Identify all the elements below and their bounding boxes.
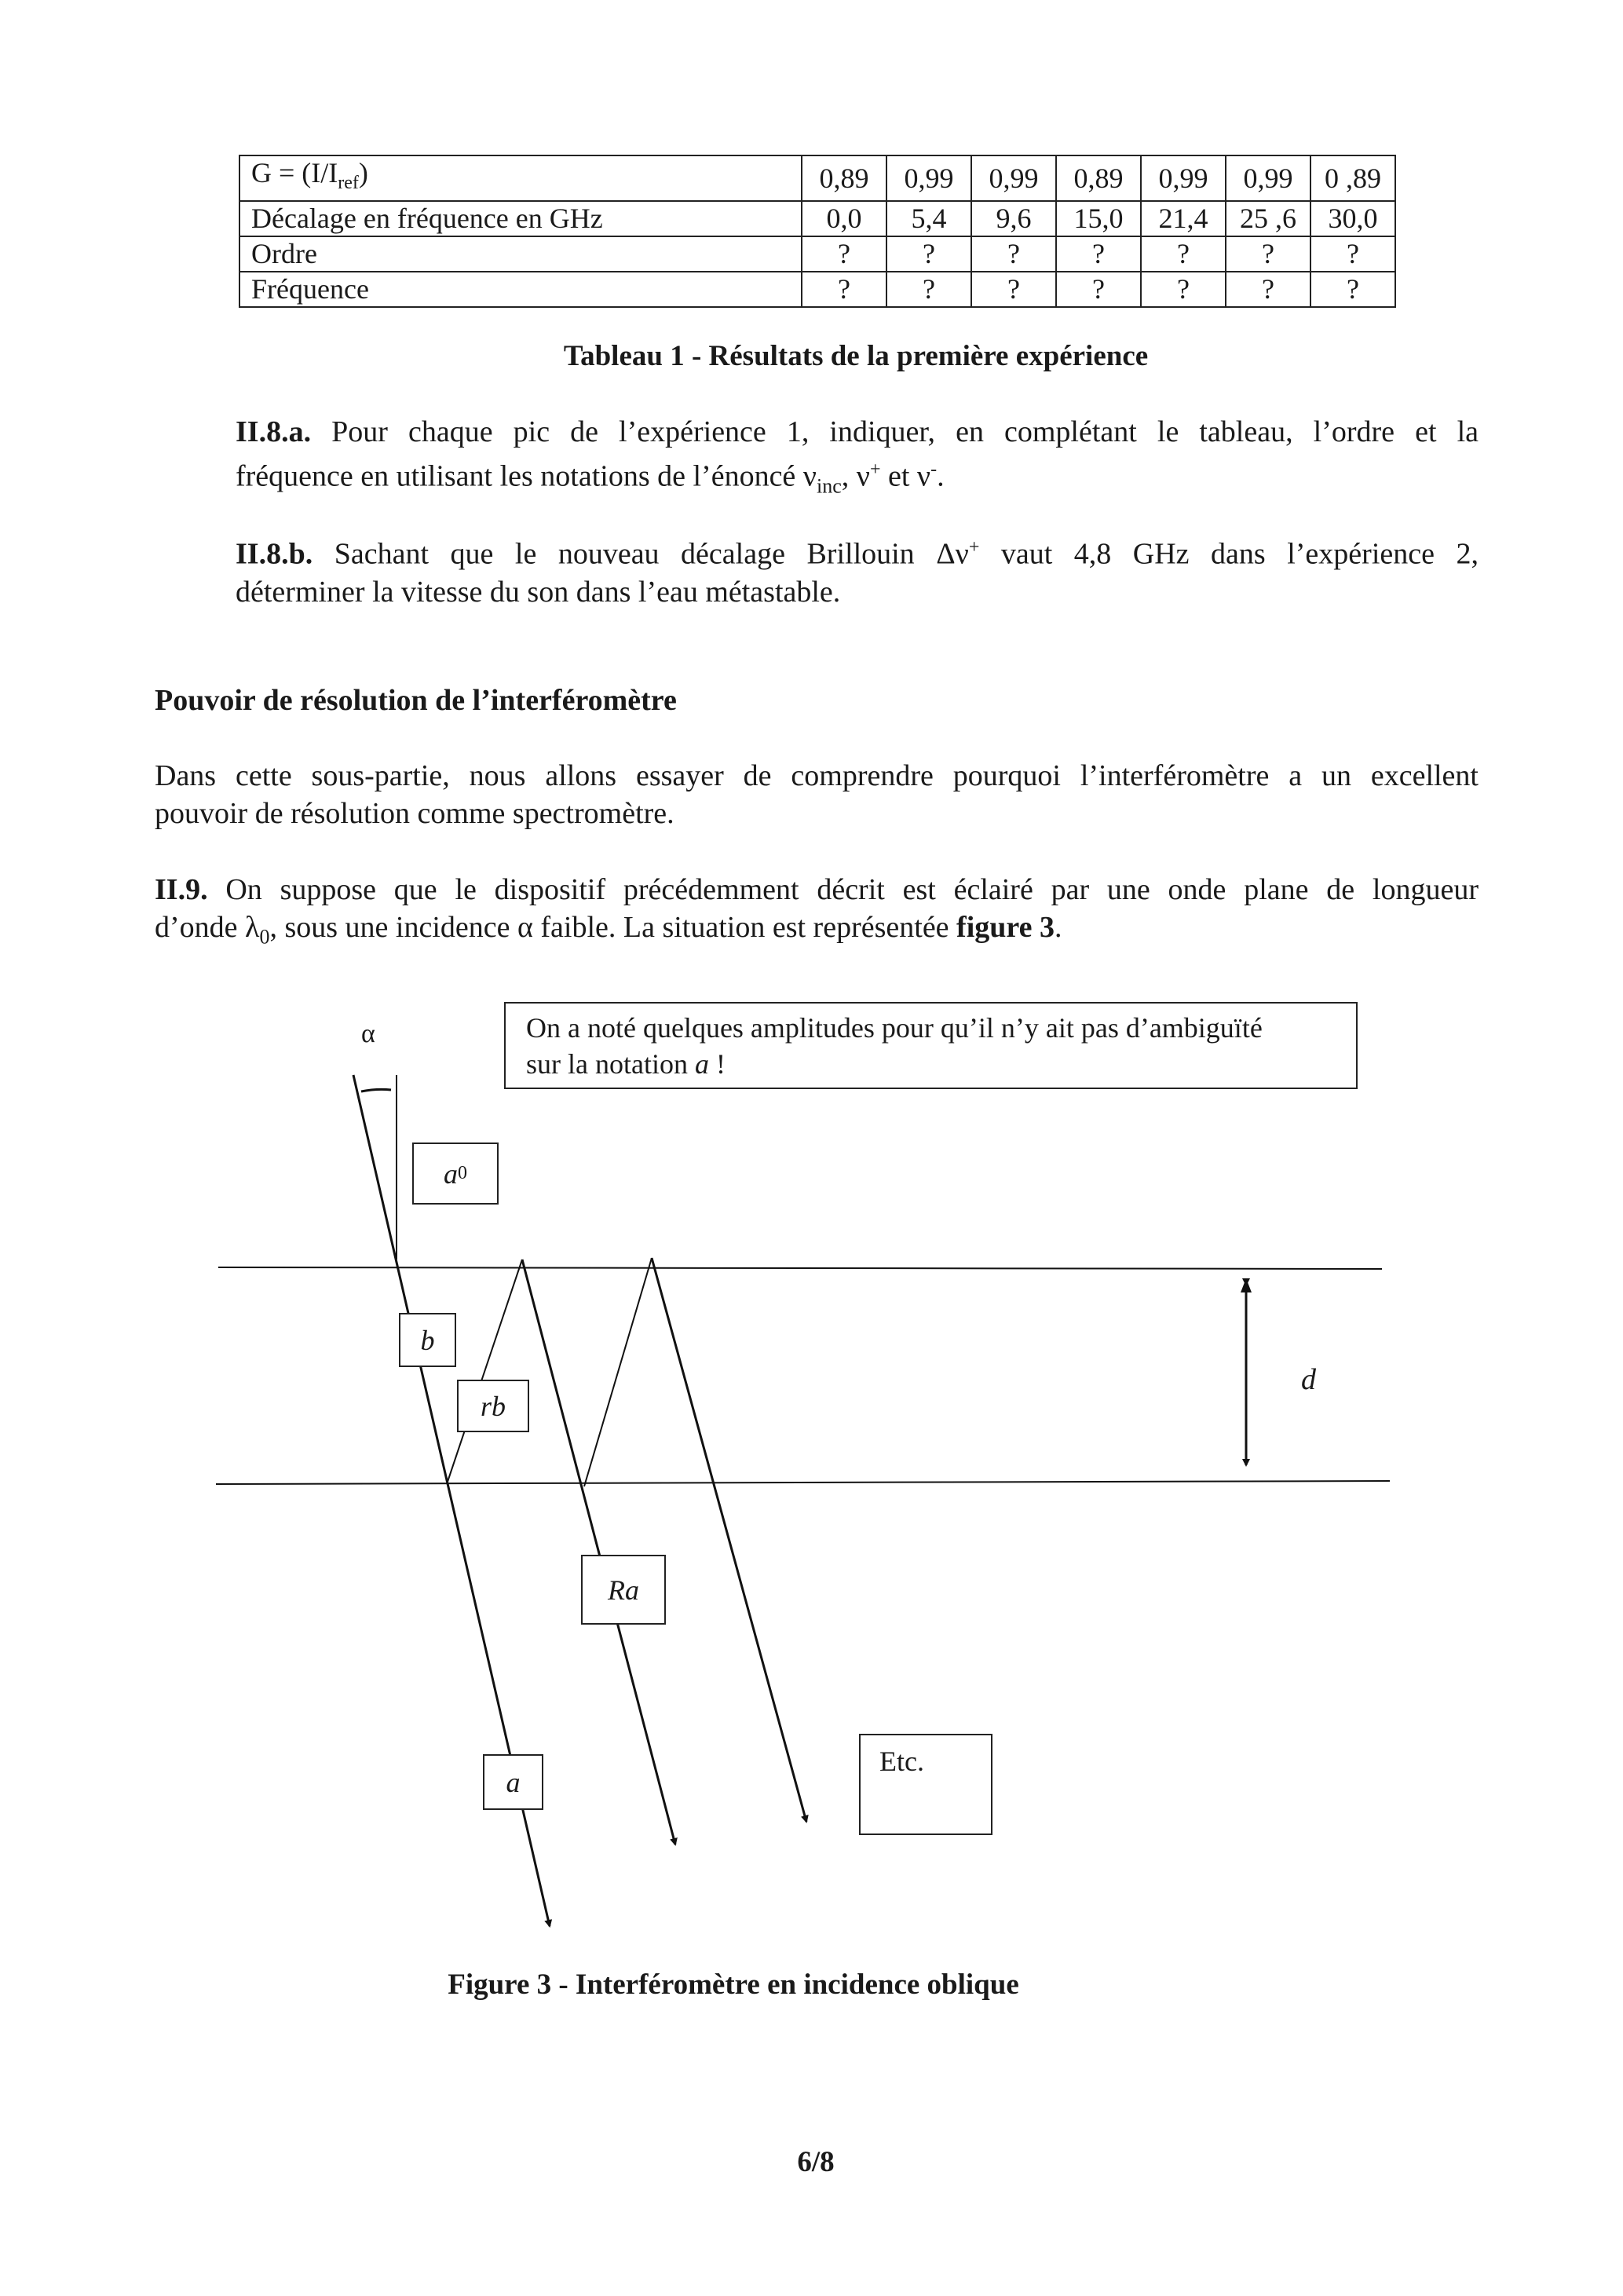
internal-reflection-1 — [447, 1260, 522, 1484]
row-label: Ordre — [239, 236, 802, 272]
cell: 0,89 — [1056, 155, 1141, 201]
rb-label-box: rb — [457, 1380, 529, 1432]
question-2-9: II.9. On suppose que le dispositif précédemment décrit est éclairé par une onde plane de longueur d’onde $\lambda_0$, sous une incidence α faible. La situation est représentée figure 3. — [155, 873, 1479, 949]
cell: 0,99 — [886, 155, 971, 201]
row-label: Décalage en fréquence en GHz — [239, 201, 802, 236]
a0-label-box: a 0 — [412, 1143, 499, 1205]
Ra-label-box: Ra — [581, 1555, 666, 1625]
cell: ? — [886, 236, 971, 272]
cell: 0,99 — [971, 155, 1056, 201]
cell: ? — [1310, 272, 1395, 307]
b-label-box: b — [399, 1313, 456, 1367]
cell: ? — [1056, 236, 1141, 272]
figure-caption: Figure 3 - Interféromètre en incidence oblique — [448, 1969, 1019, 2001]
intro-paragraph: Dans cette sous-partie, nous allons essayer de comprendre pourquoi l’interféromètre a un excellent pouvoir de résolution comme spectromètre. — [155, 759, 1479, 830]
cell: 5,4 — [886, 201, 971, 236]
question-2-8-a: II.8.a. Pour chaque pic de l’expérience 1, indiquer, en complétant le tableau, l’ordre et la fréquence en utilisant les notations de l’énoncé $\nu_{inc}$, ν+ et ν-. — [236, 415, 1479, 498]
etc-box: Etc. — [859, 1734, 992, 1835]
cell: ? — [971, 236, 1056, 272]
cell: ? — [802, 236, 886, 272]
section-title: Pouvoir de résolution de l’interféromètre — [155, 684, 677, 717]
cell: 30,0 — [1310, 201, 1395, 236]
cell: 0,0 — [802, 201, 886, 236]
cell: 9,6 — [971, 201, 1056, 236]
cell: 21,4 — [1141, 201, 1226, 236]
row-label: Fréquence — [239, 272, 802, 307]
question-2-8-b: II.8.b. Sachant que le nouveau décalage Brillouin Δν+ vaut 4,8 GHz dans l’expérience 2, déterminer la vitesse du son dans l’eau métastable. — [236, 537, 1479, 609]
top-surface-line — [218, 1267, 1382, 1269]
cell: ? — [1310, 236, 1395, 272]
cell: ? — [1226, 236, 1310, 272]
a-label-box: a — [483, 1754, 543, 1810]
cell: ? — [1056, 272, 1141, 307]
bottom-surface-line — [216, 1481, 1390, 1484]
cell: 25 ,6 — [1226, 201, 1310, 236]
angle-arc — [361, 1089, 391, 1091]
cell: ? — [1141, 236, 1226, 272]
transmitted-ray-3 — [652, 1258, 806, 1822]
thickness-label: d — [1301, 1363, 1316, 1396]
internal-reflection-2 — [584, 1258, 652, 1486]
cell: 0,99 — [1226, 155, 1310, 201]
transmitted-ray-2 — [522, 1260, 675, 1844]
cell: ? — [802, 272, 886, 307]
row-label: $G = (I/I_{ref})$ — [239, 155, 802, 201]
alpha-label: α — [361, 1019, 375, 1048]
table-caption: Tableau 1 - Résultats de la première expérience — [563, 340, 1149, 372]
cell: ? — [886, 272, 971, 307]
cell: 0 ,89 — [1310, 155, 1395, 201]
cell: 0,89 — [802, 155, 886, 201]
cell: ? — [1141, 272, 1226, 307]
cell: 15,0 — [1056, 201, 1141, 236]
cell: 0,99 — [1141, 155, 1226, 201]
cell: ? — [971, 272, 1056, 307]
arrowhead-up — [1241, 1278, 1252, 1292]
page-number: 6/8 — [797, 2146, 835, 2178]
cell: ? — [1226, 272, 1310, 307]
note-box: On a noté quelques amplitudes pour qu’il n’y ait pas d’ambiguïté sur la notation a ! — [504, 1002, 1358, 1089]
